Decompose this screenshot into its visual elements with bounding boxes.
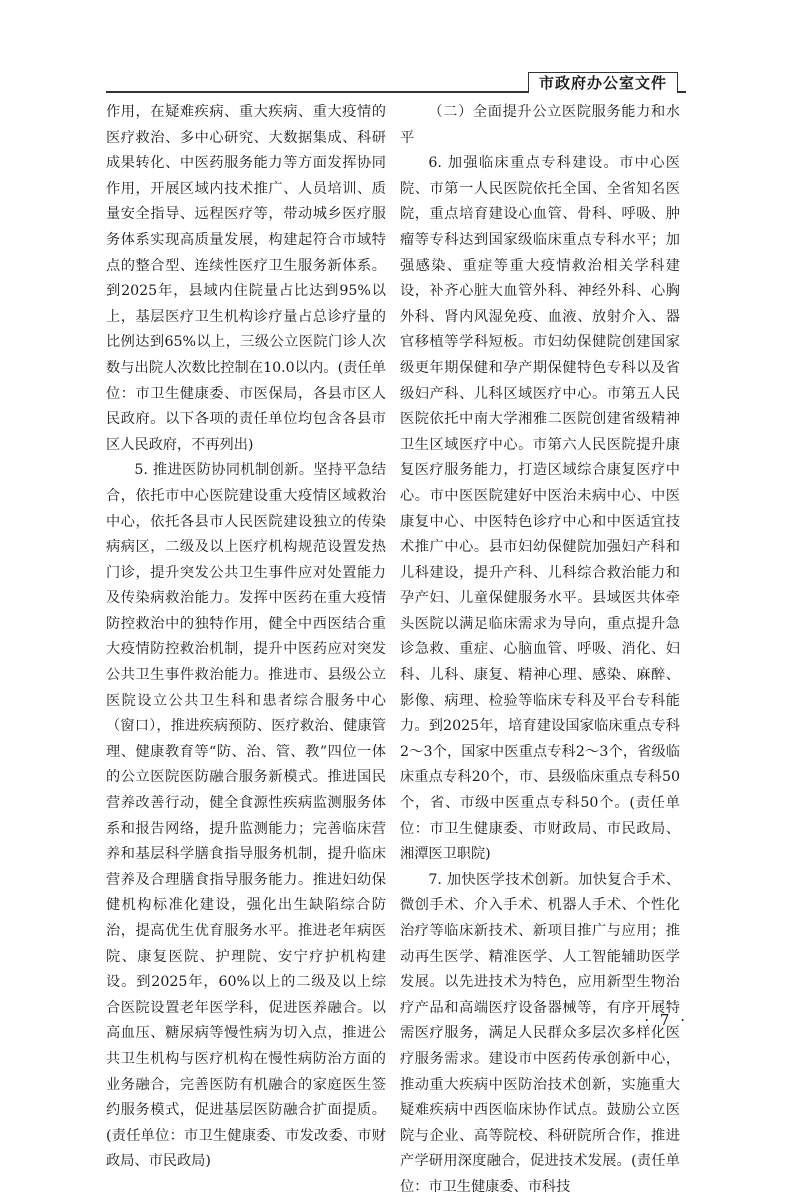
right-column xyxy=(400,100,680,1201)
left-column xyxy=(106,100,386,1175)
paragraph-item-7: 7. 加快医学技术创新。加快复合手术、微创手术、介入手术、机器人手术、个性化治疗等临床新技术、新项目推广与应用；推动再生医学、精准医学、人工智能辅助医学发展。以先进技术为特色，应用新型生物治疗产品和高端医疗设备器械等，有序开展特需医疗服务，满足人民群众多层次多样化医疗服务需求。建设市中医药传承创新中心，推动重大疾病中医防治技术创新，实施重大疑难疾病中西医临床协作试点。鼓励公立医院与企业、高等院校、科研院所合作，推进产学研用深度融合，促进技术发展。(责任单位：市卫生健康委、市科技 xyxy=(400,871,680,1195)
paragraph-item-5: 5. 推进医防协同机制创新。坚持平急结合，依托市中心医院建设重大疫情区域救治中心，依托各县市人民医院建设独立的传染病病区，二级及以上医疗机构规范设置发热门诊，提升突发公共卫生事件应对处置能力及传染病救治能力。发挥中医药在重大疫情防控救治中的独特作用，健全中西医结合重大疫情防控救治机制，提升中医药应对突发公共卫生事件救治能力。推进市、县级公立医院设立公共卫生科和患者综合服务中心（窗口），推进疾病预防、医疗救治、健康管理、健康教育等“防、治、管、教”四位一体的公立医院医防融合服务新模式。推进国民营养改善行动，健全食源性疾病监测服务体系和报告网络，提升监测能力；完善临床营养和基层科学膳食指导服务机制，提升临床营养及合理膳食指导服务能力。推进妇幼保健机构标准化建设，强化出生缺陷综合防治，提高优生优育服务水平。推进老年病医院、康复医院、护理院、安宁疗护机构建设。到2025年，60%以上的二级及以上综合医院设置老年医学科，促进医养融合。以高血压、糖尿病等慢性病为切入点，推进公共卫生机构与医疗机构在慢性病防治方面的业务融合，完善医防有机融合的家庭医生签约服务模式，促进基层医防融合扩面提质。(责任单位：市卫生健康委、市发改委、市财政局、市民政局) xyxy=(106,462,386,1170)
section-header-label: 市政府办公室文件 xyxy=(528,72,678,93)
paragraph-continued: 作用，在疑难疾病、重大疾病、重大疫情的医疗救治、多中心研究、大数据集成、科研成果转化、中医药服务能力等方面发挥协同作用，开展区域内技术推广、人员培训、质量安全指导、远程医疗等，带动城乡医疗服务体系实现高质量发展，构建起符合市域特点的整合型、连续性医疗卫生服务新体系。到2025年，县域内住院量占比达到95%以上，基层医疗卫生机构诊疗量占总诊疗量的比例达到65%以上，三级公立医院门诊人次数与出院人次数比控制在10.0以内。(责任单位：市卫生健康委、市医保局，各县市区人民政府。以下各项的责任单位均包含各县市区人民政府，不再列出) xyxy=(106,104,386,453)
page-number: · 7 · xyxy=(644,1011,688,1029)
paragraph-item-6: 6. 加强临床重点专科建设。市中心医院、市第一人民医院依托全国、全省知名医院，重点培育建设心血管、骨科、呼吸、肿瘤等专科达到国家级临床重点专科水平；加强感染、重症等重大疫情救治相关学科建设，补齐心脏大血管外科、神经外科、心胸外科、肾内风湿免疫、血液、放射介入、器官移植等学科短板。市妇幼保健院创建国家级更年期保健和孕产期保健特色专科以及省级妇产科、儿科区域医疗中心。市第五人民医院依托中南大学湘雅二医院创建省级精神卫生区域医疗中心。市第六人民医院提升康复医疗服务能力，打造区域综合康复医疗中心。市中医医院建好中医治未病中心、中医康复中心、中医特色诊疗中心和中医适宜技术推广中心。县市妇幼保健院加强妇产科和儿科建设，提升产科、儿科综合救治能力和孕产妇、儿童保健服务水平。县域医共体牵头医院以满足临床需求为导向，重点提升急诊急救、重症、心脑血管、呼吸、消化、妇科、儿科、康复、精神心理、感染、麻醉、影像、病理、检验等临床专科及平台专科能力。到2025年，培育建设国家临床重点专科2～3个，国家中医重点专科2～3个，省级临床重点专科20个，市、县级临床重点专科50个，省、市级中医重点专科50个。(责任单位：市卫生健康委、市财政局、市民政局、湘潭医卫职院) xyxy=(400,155,680,863)
section-heading: （二）全面提升公立医院服务能力和水平 xyxy=(400,104,680,146)
